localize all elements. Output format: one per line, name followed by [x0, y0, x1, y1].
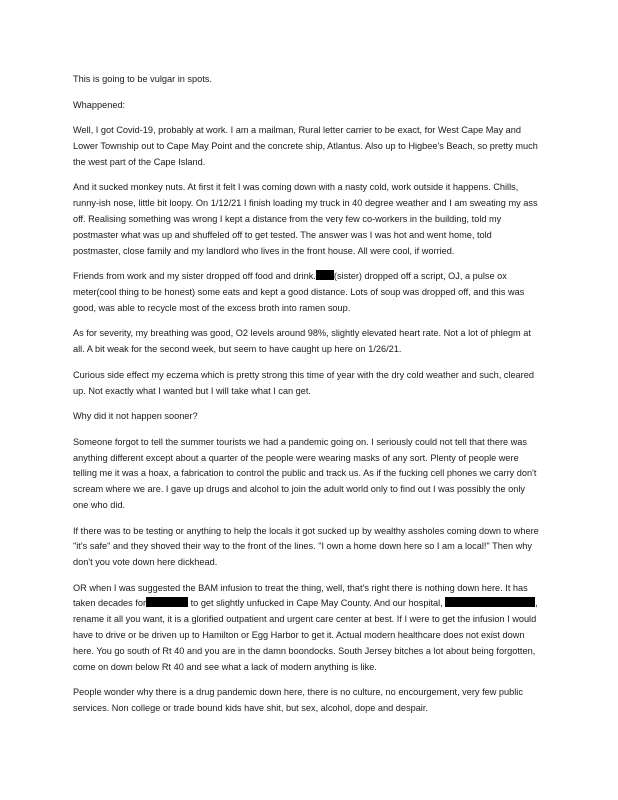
paragraph-heading-why-sooner: Why did it not happen sooner? — [73, 411, 198, 422]
paragraph-heading-what-happened: Whappened: — [73, 99, 126, 110]
paragraph-tourists: Someone forgot to tell the summer tourists we had a pandemic going on. I seriously could not tell that there was anything different except about a quarter of the people were wearing masks of any sort. Plenty of people were telling me it was a hoax, a fabrication to control the public and track us. As if the fucking cell phones we carry don't scream where we are. I gave up drugs and alcohol to join the adult world only to find out I was possibly the only one who did. — [73, 436, 537, 510]
document-page — [73, 72, 541, 727]
paragraph-side-effect: Curious side effect my eczema which is pretty strong this time of year with the dry cold weather and such, cleared up. Not exactly what I wanted but I will take what I can get. — [73, 369, 534, 396]
paragraph-friends-help: Friends from work and my sister dropped off food and drink. (sister) dropped off a script, OJ, a pulse ox meter(cool thing to be honest) some eats and kept a good distance. Lots of soup was dropped off, and this was good, was able to recycle most of the excess broth into ramen soup. — [73, 271, 525, 313]
paragraph-testing: If there was to be testing or anything to help the locals it got sucked up by wealthy assholes coming down to where "it's safe" and they shoved their way to the front of the lines. "I own a home down here so I am a local!" Then why don't you vote down here dickhead. — [73, 525, 539, 568]
paragraph-severity: As for severity, my breathing was good, O2 levels around 98%, slightly elevated heart rate. Not a lot of phlegm at all. A bit weak for the second week, but seem to have caught up here on 1/26/21. — [73, 328, 531, 355]
paragraph-got-covid: Well, I got Covid-19, probably at work. I am a mailman, Rural letter carrier to be exact, for West Cape May and Lower Township out to Cape May Point and the concrete ship, Atlantus. Also up to Higbee's Beach, so pretty much the west part of the Cape Island. — [73, 125, 538, 167]
paragraph-symptoms: And it sucked monkey nuts. At first it felt I was coming down with a nasty cold, work outside it happens. Chills, runny-ish nose, little bit loopy. On 1/12/21 I finish loading my truck in 40 degree weather and I am sweating my ass off. Realising something was wrong I kept a distance from the very few co-workers in the building, told my postmaster what was up and shuffeled off to get tested. The answer was I was hot and went home, told postmaster, close family and my landlord who lives in the front house. All were cool, if worried. — [73, 182, 538, 256]
redaction-block — [316, 270, 334, 280]
paragraph-infusion: OR when I was suggested the BAM infusion to treat the thing, well, that's right there is nothing down here. It has taken decades for to get slightly unfucked in Cape May County. And our hospital, , rename it all you want, it is a glorified outpatient and urgent care center at best. If I were to get the infusion I would have to drive or be driven up to Hamilton or Egg Harbor to get it. Actual modern healthcare does not exist down here. You go south of Rt 40 and you are in the damn boondocks. South Jersey bitches a lot about being forgotten, come on down below Rt 40 and see what a lack of modern anything is like. — [73, 582, 538, 672]
paragraph-intro: This is going to be vulgar in spots. — [73, 74, 212, 84]
redaction-block — [146, 597, 188, 607]
redaction-block — [445, 597, 535, 607]
paragraph-drug-pandemic: People wonder why there is a drug pandemic down here, there is no culture, no encourgement, very few public services. Non college or trade bound kids have shit, but sex, alcohol, dope and despair. — [73, 687, 523, 714]
